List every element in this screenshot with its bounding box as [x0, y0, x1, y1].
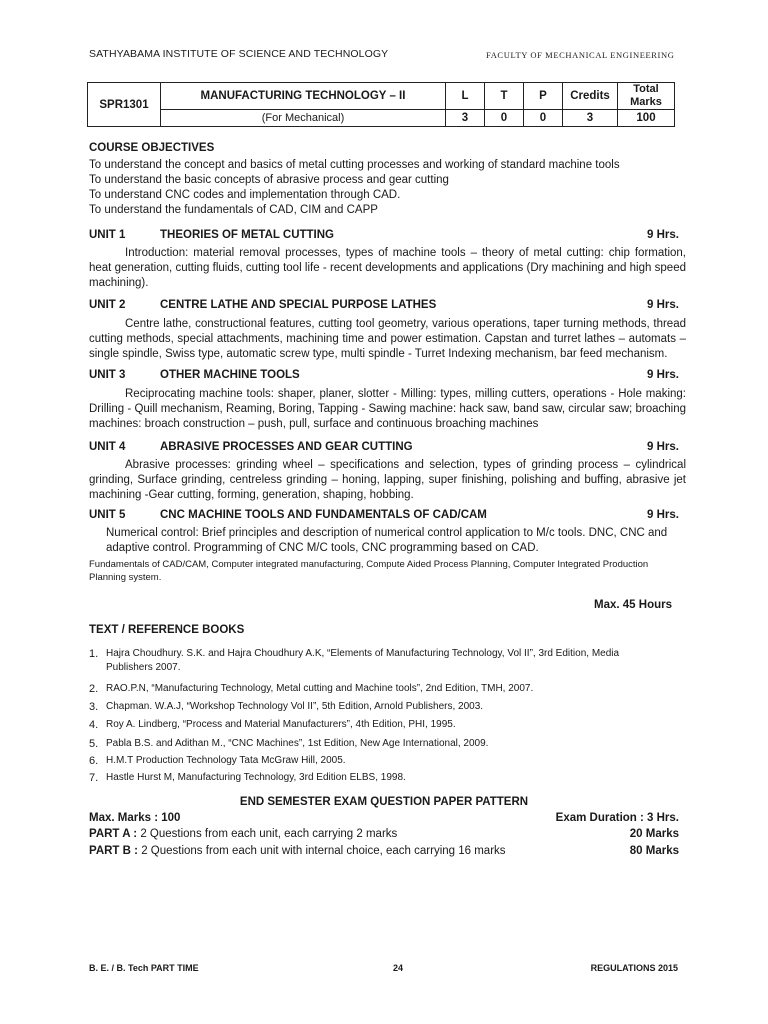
value-total-marks: 100 [618, 110, 675, 127]
value-credits: 3 [563, 110, 618, 127]
unit-hours: 9 Hrs. [647, 369, 679, 381]
unit-2-body: Centre lathe, constructional features, cutting tool geometry, various operations, taper turning methods, thread cutting methods, special attachments, machining time and power estimation. Capstan and turret lathes – automats – single spindle, Swiss type, automatic screw type, multi spindle - Turret Indexing mechanism, bar feed mechanism. [89, 318, 686, 360]
part-b-text: 2 Questions from each unit with internal choice, each carrying 16 marks [141, 845, 506, 857]
value-p: 0 [524, 110, 563, 127]
unit-number: UNIT 4 [89, 441, 126, 453]
unit-number: UNIT 2 [89, 299, 126, 311]
col-header-credits: Credits [563, 83, 618, 110]
objective-item: To understand the fundamentals of CAD, CIM and CAPP [89, 204, 378, 216]
value-t: 0 [485, 110, 524, 127]
course-title: MANUFACTURING TECHNOLOGY – II [161, 83, 446, 110]
unit-title: OTHER MACHINE TOOLS [160, 369, 300, 381]
part-a-marks: 20 Marks [629, 828, 679, 840]
objective-item: To understand the concept and basics of metal cutting processes and working of standard machine tools [89, 159, 620, 171]
part-a-label: PART A : [89, 828, 138, 840]
part-a-row [89, 828, 679, 840]
unit-title: THEORIES OF METAL CUTTING [160, 229, 334, 241]
col-header-l: L [446, 83, 485, 110]
references-heading: TEXT / REFERENCE BOOKS [89, 624, 245, 636]
course-subtitle: (For Mechanical) [161, 110, 446, 127]
part-a-text: 2 Questions from each unit, each carrying 2 marks [140, 828, 398, 840]
unit-5-body: Numerical control: Brief principles and description of numerical control application to M/c tools. DNC, CNC and adaptive control. Programming of CNC M/C tools, CNC programming based on CAD. [106, 527, 668, 554]
course-info-table [87, 82, 675, 127]
objective-item: To understand CNC codes and implementation through CAD. [89, 189, 401, 201]
unit-hours: 9 Hrs. [647, 509, 679, 521]
part-b-marks: 80 Marks [629, 845, 679, 857]
unit-1-body: Introduction: material removal processes, types of machine tools – theory of metal cutting: chip formation, heat generation, cutting fluids, cutting tool life - recent developments and applications (Dry machining and high speed machining). [89, 247, 686, 289]
exam-duration: Exam Duration : 3 Hrs. [555, 812, 679, 824]
max-marks: Max. Marks : 100 [89, 812, 181, 824]
exam-marks-row [89, 812, 679, 824]
faculty-name: FACULTY OF MECHANICAL ENGINEERING [486, 50, 675, 60]
part-b-label: PART B : [89, 845, 138, 857]
col-header-t: T [485, 83, 524, 110]
unit-4-body: Abrasive processes: grinding wheel – specifications and selection, types of grinding process – cylindrical grinding, Surface grinding, centreless grinding – honing, lapping, super finishing, polishing and buffing, abrasive jet machining -Gear cutting, forming, generation, shaping, hobbing. [89, 459, 686, 501]
objectives-heading: COURSE OBJECTIVES [89, 142, 215, 154]
unit-title: CNC MACHINE TOOLS AND FUNDAMENTALS OF CAD/CAM [160, 509, 487, 521]
unit-number: UNIT 3 [89, 369, 126, 381]
unit-5-extra: Fundamentals of CAD/CAM, Computer integrated manufacturing, Compute Aided Process Planning, Computer Integrated Production Planning system. [89, 559, 649, 583]
value-l: 3 [446, 110, 485, 127]
footer-regulations: REGULATIONS 2015 [590, 963, 678, 973]
institute-name: SATHYABAMA INSTITUTE OF SCIENCE AND TECHNOLOGY [89, 48, 389, 60]
unit-number: UNIT 1 [89, 229, 126, 241]
col-header-total-marks: Total Marks [618, 83, 675, 110]
unit-number: UNIT 5 [89, 509, 126, 521]
reference-item: 1. Hajra Choudhury. S.K. and Hajra Choudhury A.K, “Elements of Manufacturing Technology, Vol II”, 3rd Edition, Media Publishers 2007. [89, 648, 620, 673]
unit-hours: 9 Hrs. [647, 441, 679, 453]
unit-title: CENTRE LATHE AND SPECIAL PURPOSE LATHES [160, 299, 437, 311]
unit-hours: 9 Hrs. [647, 299, 679, 311]
course-code: SPR1301 [88, 83, 161, 127]
page-number: 24 [393, 963, 404, 973]
unit-title: ABRASIVE PROCESSES AND GEAR CUTTING [160, 441, 413, 453]
part-b-row [89, 845, 679, 857]
objective-item: To understand the basic concepts of abrasive process and gear cutting [89, 174, 449, 186]
footer-program: B. E. / B. Tech PART TIME [89, 963, 199, 973]
objectives-list [89, 158, 689, 218]
unit-hours: 9 Hrs. [647, 229, 679, 241]
col-header-p: P [524, 83, 563, 110]
max-hours: Max. 45 Hours [594, 599, 672, 611]
exam-pattern-heading: END SEMESTER EXAM QUESTION PAPER PATTERN [239, 796, 529, 808]
unit-3-body: Reciprocating machine tools: shaper, planer, slotter - Milling: types, milling cutters, operations - Hole making: Drilling - Quill mechanism, Reaming, Boring, Tapping - Sawing machine: hack saw, band saw, circular saw; broaching machines: broach construction – push, pull, surface and continuous broaching machines [89, 388, 686, 430]
